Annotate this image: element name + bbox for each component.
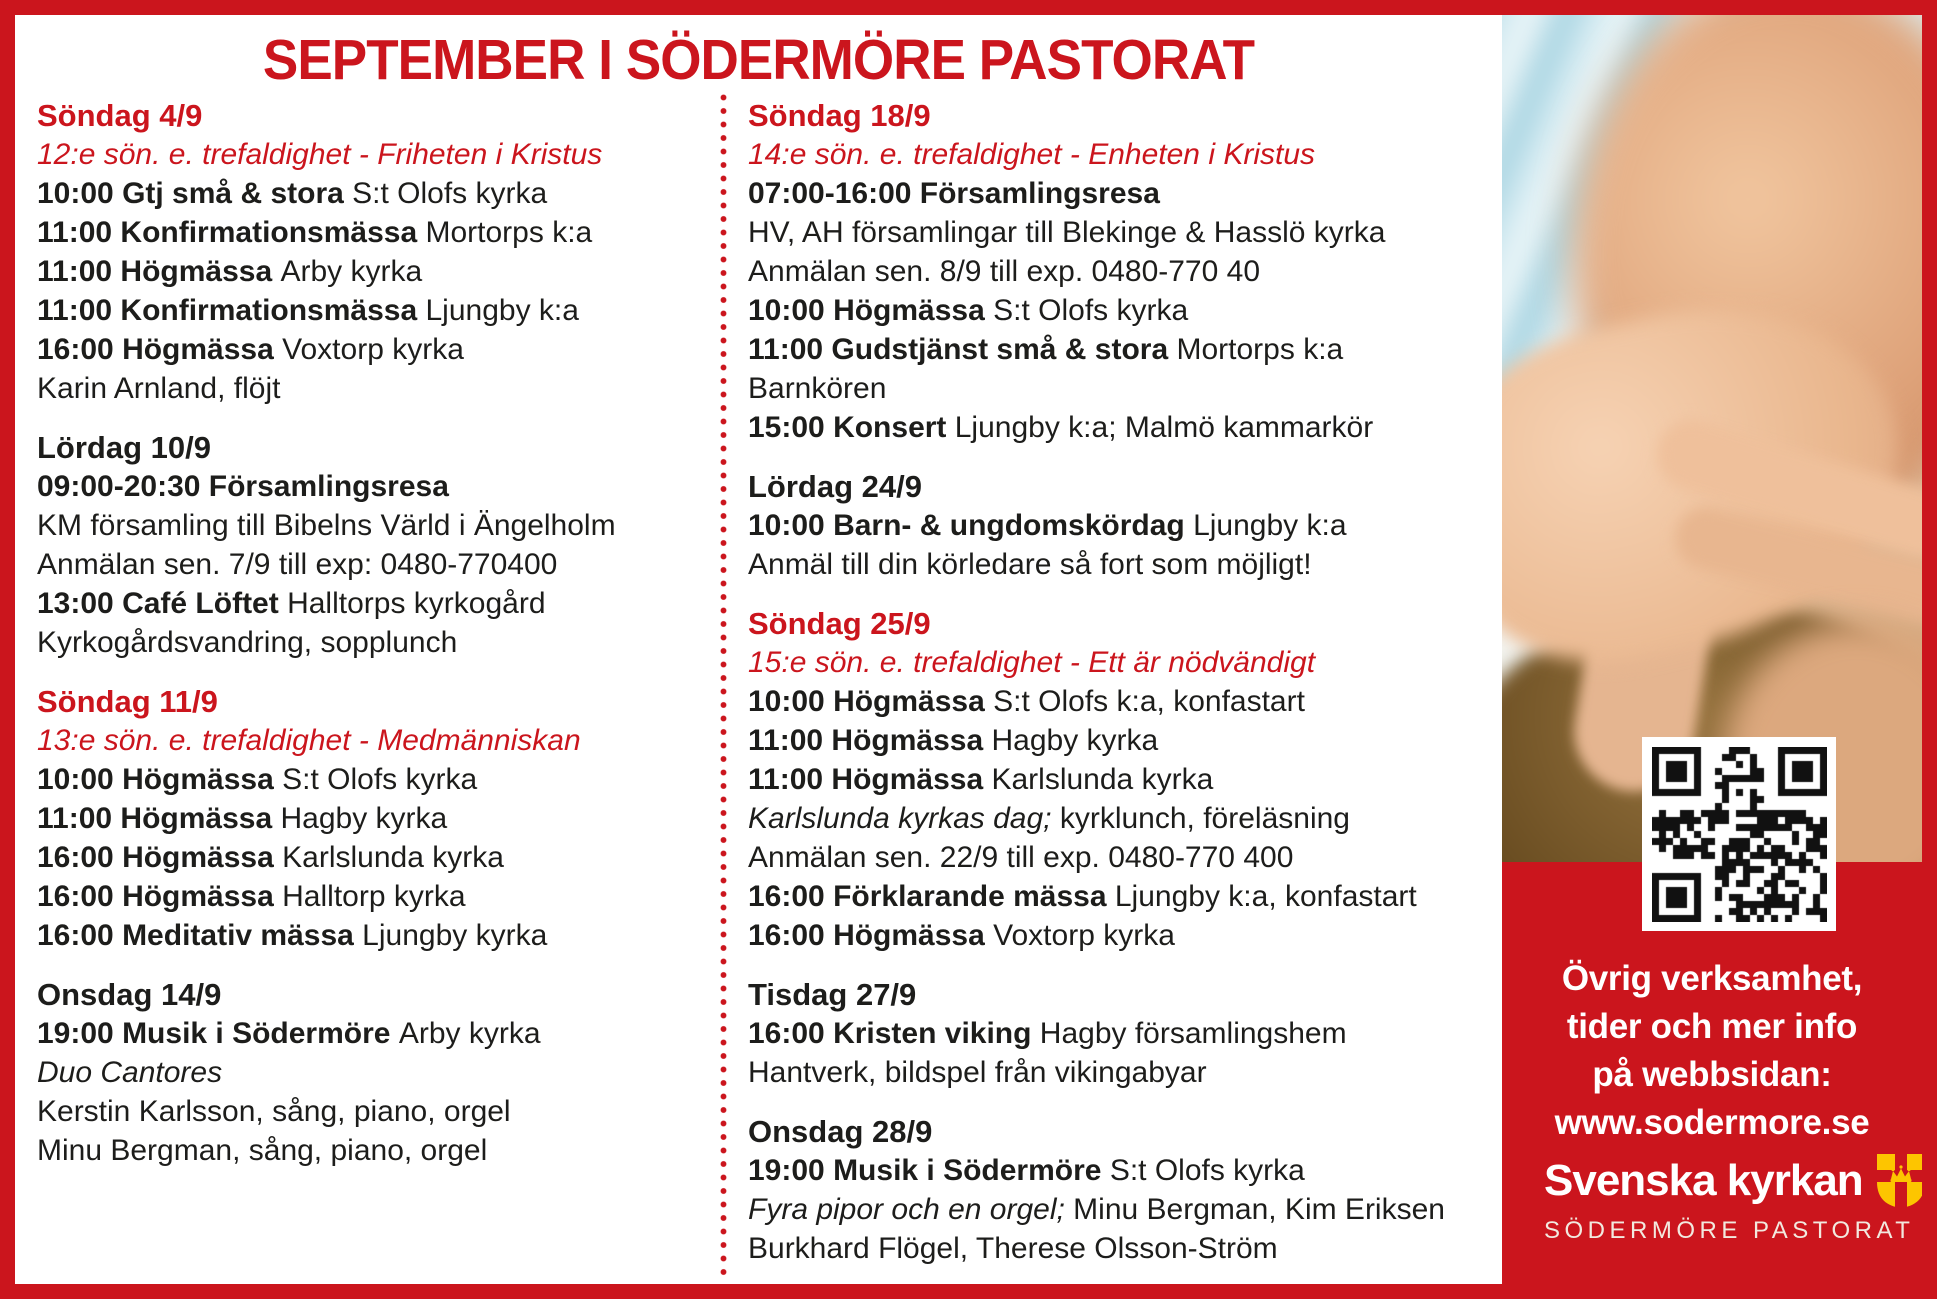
event-line: [37, 838, 713, 877]
text-segment: Ljungby k:a: [425, 294, 579, 327]
text-segment: Mortorps k:a: [1176, 333, 1344, 366]
svenska-kyrkan-logo: [1544, 1153, 1926, 1245]
info-line: Övrig verksamhet,: [1561, 959, 1863, 998]
day-heading: Söndag 4/9: [37, 98, 203, 133]
event-line: [37, 877, 713, 916]
text-segment: 16:00 Högmässa: [37, 841, 283, 874]
event-line: [748, 252, 1508, 291]
qr-code-icon: [1652, 747, 1827, 922]
event-line: [37, 545, 713, 584]
day-section: [37, 96, 713, 408]
text-segment: Ljungby k:a, konfastart: [1114, 880, 1417, 913]
day-section: [37, 428, 713, 662]
day-section: [748, 1112, 1508, 1268]
event-line: [748, 369, 1508, 408]
text-segment: Halltorps kyrkogård: [287, 587, 546, 620]
day-heading: Lördag 10/9: [37, 430, 211, 465]
event-line: [748, 916, 1508, 955]
logo-wordmark: Svenska kyrkan: [1544, 1156, 1863, 1205]
text-segment: Minu Bergman, sång, piano, orgel: [37, 1134, 488, 1167]
text-segment: KM församling till Bibelns Värld i Ängelholm: [37, 509, 616, 542]
text-segment: 19:00 Musik i Södermöre: [748, 1154, 1110, 1187]
dotted-column-divider: [720, 93, 727, 1278]
day-section: [748, 467, 1508, 584]
event-line: [37, 506, 713, 545]
right-sidebar: [1502, 15, 1922, 1284]
text-segment: 10:00 Gtj små & stora: [37, 177, 353, 210]
day-heading: Onsdag 28/9: [748, 1114, 933, 1149]
day-section: [748, 975, 1508, 1092]
event-line: [37, 916, 713, 955]
event-line: [37, 1131, 713, 1170]
text-segment: Voxtorp kyrka: [282, 333, 464, 366]
text-segment: 19:00 Musik i Södermöre: [37, 1017, 399, 1050]
text-segment: Burkhard Flögel, Therese Olsson-Ström: [748, 1232, 1278, 1265]
sunday-theme: 13:e sön. e. trefaldighet - Medmänniskan: [37, 724, 581, 757]
text-segment: Voxtorp kyrka: [993, 919, 1175, 952]
text-segment: 16:00 Kristen viking: [748, 1017, 1040, 1050]
text-segment: 11:00 Konfirmationsmässa: [37, 294, 426, 327]
event-line: [748, 1014, 1508, 1053]
event-line: [37, 252, 713, 291]
event-line: [37, 584, 713, 623]
text-segment: 09:00-20:30 Församlingsresa: [37, 470, 449, 503]
event-line: [37, 1092, 713, 1131]
text-segment: 11:00 Högmässa: [37, 802, 281, 835]
event-line: [37, 213, 713, 252]
text-segment: S:t Olofs k:a, konfastart: [993, 685, 1305, 718]
day-section: [37, 682, 713, 955]
text-segment: Ljungby kyrka: [362, 919, 548, 952]
info-line: på webbsidan:: [1592, 1055, 1832, 1094]
text-segment: Hagby församlingshem: [1039, 1017, 1347, 1050]
event-line: [37, 174, 713, 213]
event-line: [748, 1053, 1508, 1092]
text-segment: Kyrkogårdsvandring, sopplunch: [37, 626, 458, 659]
event-line: [748, 330, 1508, 369]
page-title: SEPTEMBER I SÖDERMÖRE PASTORAT: [262, 28, 1255, 92]
event-line: [748, 1190, 1508, 1229]
day-heading: Söndag 11/9: [37, 684, 218, 719]
text-segment: 11:00 Högmässa: [748, 763, 992, 796]
info-text: [1502, 955, 1922, 1147]
svenska-kyrkan-crest-icon: [1876, 1153, 1926, 1209]
text-segment: Anmälan sen. 7/9 till exp: 0480-770400: [37, 548, 558, 581]
text-segment: 13:00 Café Löftet: [37, 587, 288, 620]
event-line: [37, 1053, 713, 1092]
event-line: [37, 799, 713, 838]
text-segment: 16:00 Högmässa: [748, 919, 994, 952]
text-segment: 10:00 Högmässa: [748, 685, 994, 718]
event-line: [748, 408, 1508, 447]
text-segment: S:t Olofs kyrka: [993, 294, 1189, 327]
event-line: [748, 682, 1508, 721]
event-line: [37, 291, 713, 330]
sunday-theme: 12:e sön. e. trefaldighet - Friheten i Kristus: [37, 138, 603, 171]
website-url: www.sodermore.se: [1554, 1103, 1870, 1142]
text-segment: Arby kyrka: [280, 255, 423, 288]
text-segment: 10:00 Högmässa: [748, 294, 994, 327]
event-line: [748, 799, 1508, 838]
event-line: [748, 213, 1508, 252]
day-heading: Söndag 18/9: [748, 98, 931, 133]
text-segment: S:t Olofs kyrka: [1109, 1154, 1305, 1187]
text-segment: 10:00 Barn- & ungdomskördag: [748, 509, 1194, 542]
text-segment: S:t Olofs kyrka: [282, 763, 478, 796]
column-right: [748, 96, 1508, 1268]
text-segment: Karin Arnland, flöjt: [37, 372, 281, 405]
text-segment: Kerstin Karlsson, sång, piano, orgel: [37, 1095, 511, 1128]
text-segment: Hantverk, bildspel från vikingabyar: [748, 1056, 1207, 1089]
day-section: [748, 604, 1508, 955]
day-heading: Tisdag 27/9: [748, 977, 917, 1012]
text-segment: Ljungby k:a: [1193, 509, 1347, 542]
text-segment: Barnkören: [748, 372, 887, 405]
text-segment: 10:00 Högmässa: [37, 763, 283, 796]
event-line: [748, 174, 1508, 213]
text-segment: kyrklunch, föreläsning: [1051, 802, 1350, 835]
sunday-theme: 15:e sön. e. trefaldighet - Ett är nödvändigt: [748, 646, 1316, 679]
event-line: [37, 623, 713, 662]
event-line: [37, 369, 713, 408]
text-segment: 07:00-16:00 Församlingsresa: [748, 177, 1160, 210]
text-segment: Hagby kyrka: [991, 724, 1159, 757]
text-segment: Karlslunda kyrka: [282, 841, 504, 874]
event-line: [748, 1151, 1508, 1190]
text-segment: Duo Cantores: [37, 1056, 223, 1089]
day-heading: Lördag 24/9: [748, 469, 922, 504]
text-segment: Ljungby k:a; Malmö kammarkör: [954, 411, 1374, 444]
text-segment: Mortorps k:a: [425, 216, 593, 249]
event-line: [37, 467, 713, 506]
text-segment: Anmälan sen. 8/9 till exp. 0480-770 40: [748, 255, 1261, 288]
text-segment: 11:00 Högmässa: [37, 255, 281, 288]
text-segment: 16:00 Högmässa: [37, 333, 283, 366]
text-segment: 11:00 Konfirmationsmässa: [37, 216, 426, 249]
event-line: [748, 760, 1508, 799]
event-line: [748, 838, 1508, 877]
text-segment: HV, AH församlingar till Blekinge & Hasslö kyrka: [748, 216, 1386, 249]
text-segment: Minu Bergman, Kim Eriksen: [1064, 1193, 1445, 1226]
text-segment: 11:00 Gudstjänst små & stora: [748, 333, 1177, 366]
text-segment: S:t Olofs kyrka: [352, 177, 548, 210]
qr-code-box: [1642, 737, 1836, 931]
text-segment: Karlslunda kyrkas dag;: [748, 802, 1052, 835]
event-line: [748, 1229, 1508, 1268]
hands-photo: [1502, 15, 1922, 862]
event-line: [748, 721, 1508, 760]
event-line: [37, 1014, 713, 1053]
text-segment: Hagby kyrka: [280, 802, 448, 835]
info-line: tider och mer info: [1566, 1007, 1858, 1046]
logo-subtitle: SÖDERMÖRE PASTORAT: [1544, 1217, 1915, 1244]
day-section: [748, 96, 1508, 447]
day-section: [37, 975, 713, 1170]
text-segment: Karlslunda kyrka: [991, 763, 1214, 796]
event-line: [37, 760, 713, 799]
text-segment: 16:00 Högmässa: [37, 880, 283, 913]
text-segment: 16:00 Meditativ mässa: [37, 919, 363, 952]
column-left: [37, 96, 713, 1170]
text-segment: 16:00 Förklarande mässa: [748, 880, 1115, 913]
day-heading: Söndag 25/9: [748, 606, 931, 641]
event-line: [748, 506, 1508, 545]
text-segment: 11:00 Högmässa: [748, 724, 992, 757]
event-line: [37, 330, 713, 369]
text-segment: Arby kyrka: [398, 1017, 541, 1050]
text-segment: Fyra pipor och en orgel;: [748, 1193, 1065, 1226]
event-line: [748, 877, 1508, 916]
text-segment: Anmäl till din körledare så fort som möjligt!: [748, 548, 1312, 581]
day-heading: Onsdag 14/9: [37, 977, 222, 1012]
event-line: [748, 291, 1508, 330]
text-segment: Anmälan sen. 22/9 till exp. 0480-770 400: [748, 841, 1294, 874]
text-segment: Halltorp kyrka: [282, 880, 466, 913]
event-line: [748, 545, 1508, 584]
sunday-theme: 14:e sön. e. trefaldighet - Enheten i Kristus: [748, 138, 1315, 171]
text-segment: 15:00 Konsert: [748, 411, 955, 444]
